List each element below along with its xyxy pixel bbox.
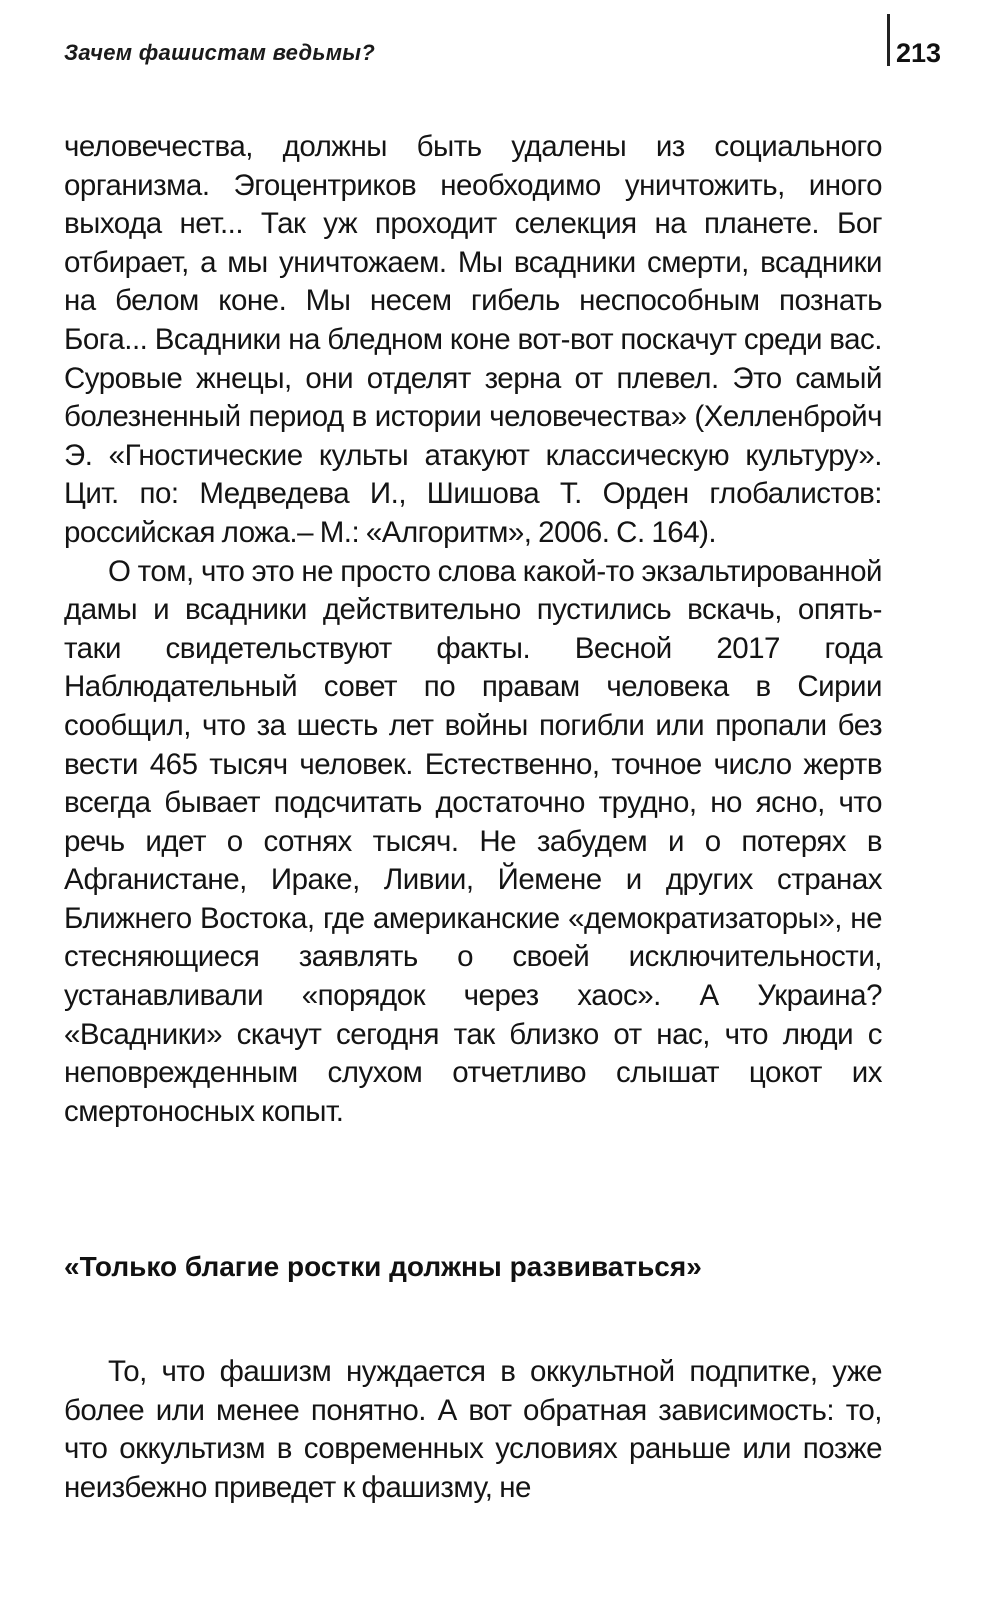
text-block-lower [64, 1353, 882, 1507]
paragraph-horsemen-facts: О том, что это не просто слова какой-то экзальтированной дамы и всадники действительно пустились вскачь, опять-таки свидетельствуют факты. Весной 2017 года Наблюдательный совет по правам человека в Сирии сообщил, что за шесть лет войны погибли или пропали без вести 465 тысяч человек. Естественно, точное число жертв всегда бывает подсчитать достаточно трудно, но ясно, что речь идет о сотнях тысяч. Не забудем и о потерях в Афганистане, Ираке, Ливии, Йемене и других странах Ближнего Востока, где американские «демократизаторы», не стесняющиеся заявлять о своей исключительности, устанавливали «порядок через хаос». А Украина? «Всадники» скачут сегодня так близко от нас, что люди с неповрежденным слухом отчетливо слышат цокот их смертоносных копыт. [64, 554, 882, 1128]
header-divider [887, 14, 890, 66]
text-block-upper [64, 128, 882, 1131]
page-number: 213 [896, 38, 942, 68]
paragraph-occultism-fascism: То, что фашизм нуждается в оккультной подпитке, уже более или менее понятно. А вот обратная зависимость: то, что оккультизм в современных условиях раньше или позже неизбежно приведет к фашизму, не [64, 1355, 882, 1504]
running-header-title: Зачем фашистам ведьмы? [64, 40, 376, 65]
paragraph-quote-continuation: человечества, должны быть удалены из социального организма. Эгоцентриков необходимо уничтожить, иного выхода нет... Так уж проходит селекция на планете. Бог отбирает, а мы уничтожаем. Мы всадники смерти, всадники на белом коне. Мы несем гибель неспособным познать Бога... Всадники на бледном коне вот-вот поскачут среди вас. Суровые жнецы, они отделят зерна от плевел. Это самый болезненный период в истории человечества» (Хелленбройч Э. «Гностические культы атакуют классическую культуру». Цит. по: Медведева И., Шишова Т. Орден глобалистов: российская ложа.– М.: «Алгоритм», 2006. С. 164). [64, 130, 882, 549]
section-heading: «Только благие ростки должны развиваться» [64, 1251, 702, 1282]
